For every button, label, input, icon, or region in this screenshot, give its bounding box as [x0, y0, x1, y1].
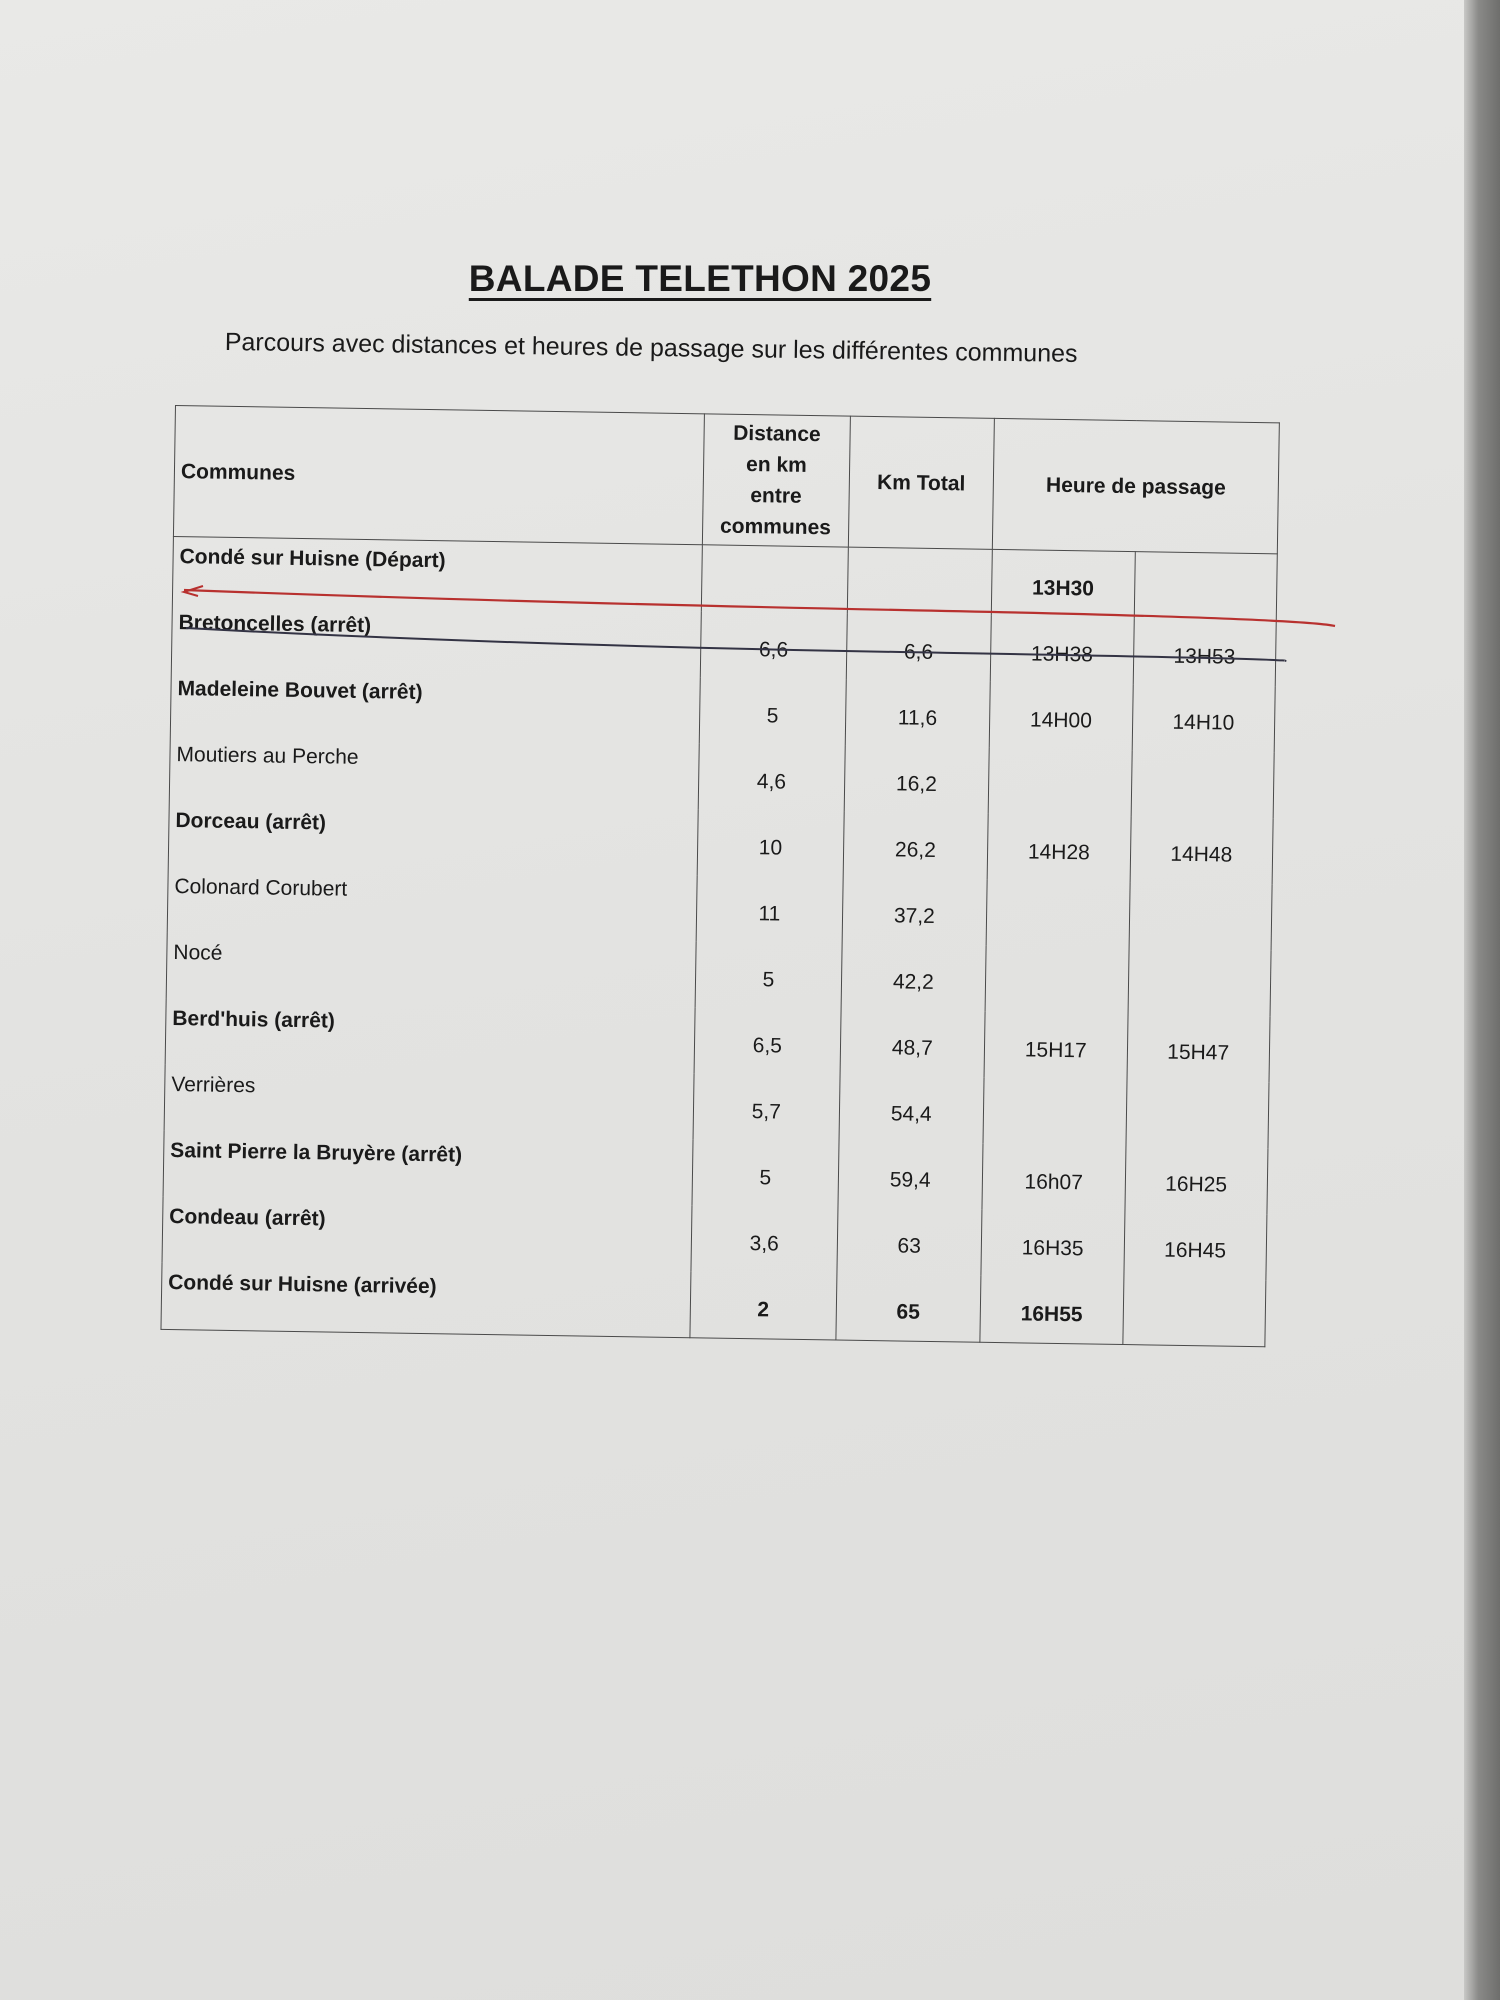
header-distance-line: entre	[750, 484, 802, 508]
page-edge-shadow	[1464, 0, 1500, 2000]
km-total-cell: 37,2	[842, 878, 988, 946]
km-total-cell: 54,4	[839, 1076, 985, 1144]
km-total-cell: 26,2	[843, 812, 989, 880]
arrival-time-cell: 16H35	[981, 1210, 1124, 1278]
document-title: BALADE TELETHON 2025	[468, 258, 932, 299]
header-distance-line: Distance	[733, 421, 821, 447]
km-total-cell: 65	[835, 1273, 981, 1342]
km-total-cell: 63	[837, 1208, 983, 1276]
distance-cell: 3,6	[691, 1205, 838, 1273]
commune-cell: Condé sur Huisne (Départ)	[172, 536, 702, 611]
header-heure-de-passage: Heure de passage	[992, 418, 1279, 553]
header-distance-line: en km	[745, 452, 807, 477]
arrival-time-cell: 14H28	[987, 814, 1130, 882]
km-total-cell: 59,4	[838, 1142, 984, 1210]
table-header-row	[173, 406, 1279, 554]
distance-cell: 2	[690, 1271, 837, 1340]
commune-cell: Condé sur Huisne (arrivée)	[161, 1263, 691, 1338]
table-body	[161, 536, 1277, 1346]
departure-time-cell: 15H47	[1127, 1014, 1271, 1082]
km-total-cell: 11,6	[845, 680, 991, 748]
arrival-time-cell	[985, 946, 1128, 1014]
km-total-cell: 48,7	[840, 1010, 986, 1078]
departure-time-cell: 13H53	[1133, 618, 1277, 686]
commune-cell: Nocé	[166, 933, 696, 1007]
arrival-time-cell: 13H38	[990, 616, 1133, 684]
commune-cell: Moutiers au Perche	[169, 735, 699, 809]
header-communes: Communes	[173, 406, 704, 545]
arrival-time-cell: 15H17	[984, 1012, 1127, 1080]
departure-time-cell	[1122, 1278, 1266, 1347]
distance-cell: 5	[692, 1139, 839, 1207]
arrival-time-cell	[988, 748, 1131, 816]
header-distance-line: communes	[719, 514, 832, 540]
distance-cell	[701, 545, 848, 614]
header-distance	[702, 414, 850, 547]
commune-cell: Verrières	[164, 1065, 694, 1139]
route-table-wrapper	[160, 405, 1279, 1347]
document-subtitle: Parcours avec distances et heures de passage sur les différentes communes	[224, 328, 1078, 368]
commune-cell: Condeau (arrêt)	[162, 1197, 692, 1271]
distance-cell: 11	[696, 875, 843, 943]
departure-time-cell: 14H10	[1132, 684, 1276, 752]
commune-cell: Berd'huis (arrêt)	[165, 999, 695, 1073]
arrival-time-cell: 13H30	[991, 549, 1134, 618]
distance-cell: 4,6	[698, 743, 845, 811]
commune-cell: Dorceau (arrêt)	[168, 801, 698, 875]
distance-cell: 6,6	[700, 611, 847, 679]
header-km-total: Km Total	[848, 416, 995, 549]
distance-cell: 5	[695, 941, 842, 1009]
departure-time-cell: 16H45	[1123, 1212, 1267, 1280]
departure-time-cell	[1134, 552, 1278, 621]
commune-cell: Colonard Corubert	[167, 867, 697, 941]
arrival-time-cell: 16h07	[982, 1144, 1125, 1212]
departure-time-cell: 14H48	[1130, 816, 1274, 884]
arrival-time-cell: 14H00	[989, 682, 1132, 750]
distance-cell: 10	[697, 809, 844, 877]
departure-time-cell	[1129, 882, 1273, 950]
km-total-cell: 16,2	[844, 746, 990, 814]
km-total-cell	[847, 547, 993, 616]
commune-cell: Bretoncelles (arrêt)	[171, 603, 701, 677]
distance-cell: 5	[699, 677, 846, 745]
commune-cell: Madeleine Bouvet (arrêt)	[170, 669, 700, 743]
departure-time-cell	[1128, 948, 1272, 1016]
distance-cell: 6,5	[694, 1007, 841, 1075]
arrival-time-cell	[983, 1078, 1126, 1146]
departure-time-cell	[1125, 1080, 1269, 1148]
km-total-cell: 42,2	[841, 944, 987, 1012]
commune-cell: Saint Pierre la Bruyère (arrêt)	[163, 1131, 693, 1205]
departure-time-cell	[1131, 750, 1275, 818]
departure-time-cell: 16H25	[1124, 1146, 1268, 1214]
distance-cell: 5,7	[693, 1073, 840, 1141]
arrival-time-cell: 16H55	[980, 1276, 1123, 1345]
arrival-time-cell	[986, 880, 1129, 948]
route-table	[160, 405, 1279, 1347]
km-total-cell: 6,6	[846, 614, 992, 682]
